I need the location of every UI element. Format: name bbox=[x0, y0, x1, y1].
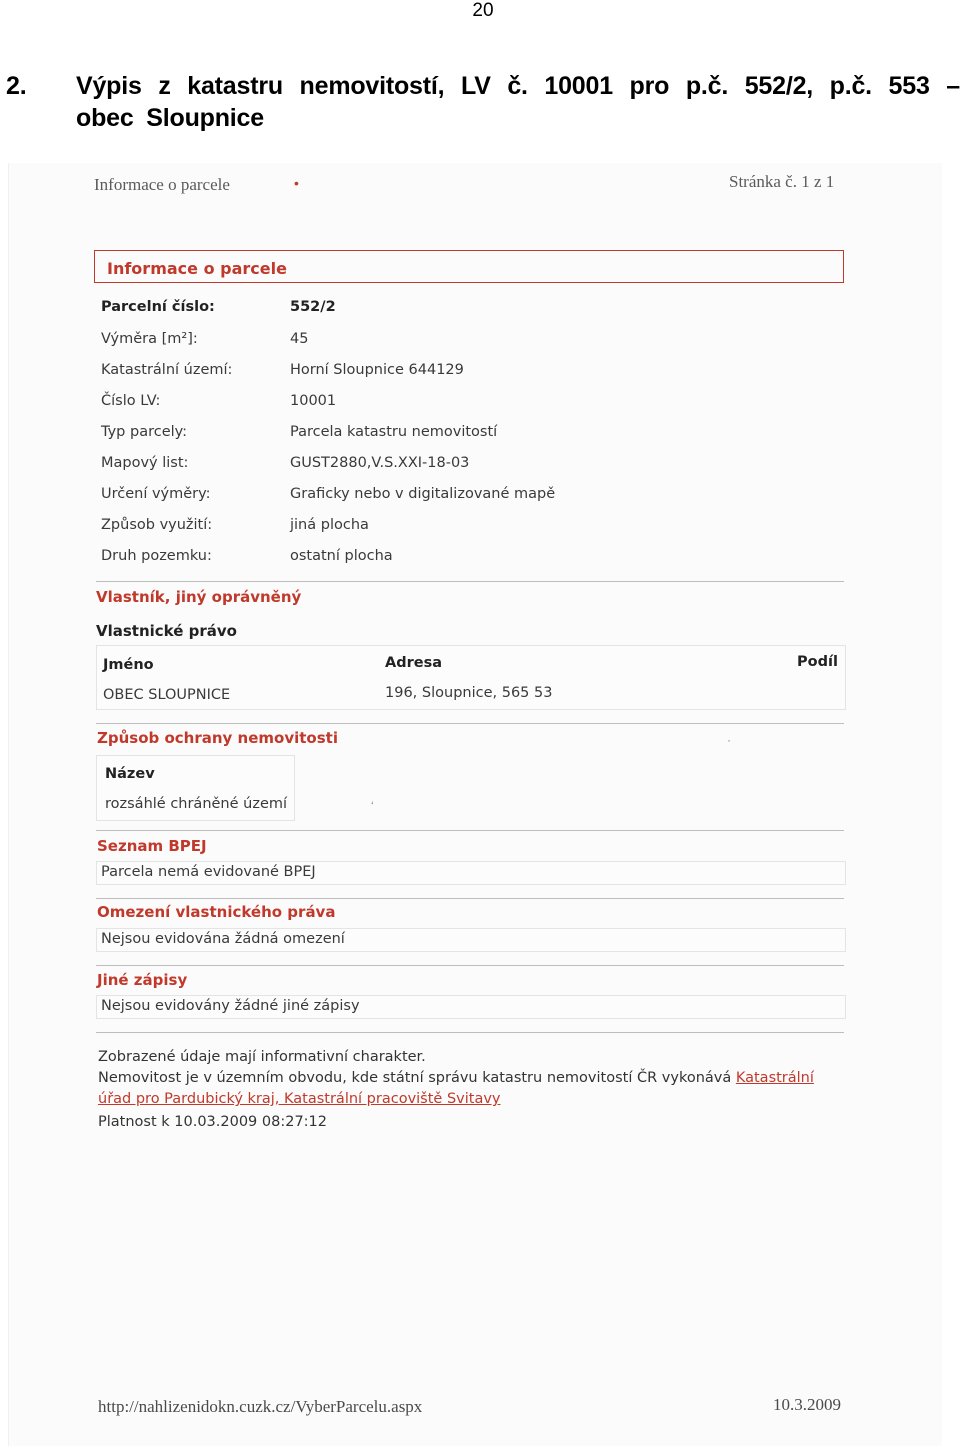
other-section-title: Jiné zápisy bbox=[97, 971, 188, 989]
parcel-info-title: Informace o parcele bbox=[107, 259, 287, 278]
scan-speck: · bbox=[727, 733, 731, 747]
parcel-value: Horní Sloupnice 644129 bbox=[290, 362, 464, 378]
page-number: 20 bbox=[472, 0, 494, 21]
parcel-value: jiná plocha bbox=[290, 517, 369, 533]
scanned-cadastre-extract bbox=[8, 163, 942, 1446]
owner-section-title: Vlastník, jiný oprávněný bbox=[96, 588, 302, 606]
protection-name-header: Název bbox=[105, 766, 155, 782]
parcel-label: Typ parcely: bbox=[101, 424, 188, 440]
parcel-label: Druh pozemku: bbox=[101, 548, 212, 564]
owner-table bbox=[96, 645, 846, 710]
protection-section-title: Způsob ochrany nemovitosti bbox=[97, 729, 338, 747]
parcel-row bbox=[101, 331, 801, 359]
protection-value: rozsáhlé chráněné území bbox=[105, 796, 288, 812]
section-divider bbox=[96, 898, 844, 899]
parcel-row bbox=[101, 424, 801, 452]
parcel-value: GUST2880,V.S.XXI-18-03 bbox=[290, 455, 470, 471]
section-divider bbox=[96, 965, 844, 966]
parcel-row bbox=[101, 299, 801, 327]
parcel-label: Parcelní číslo: bbox=[101, 299, 215, 315]
section-divider bbox=[96, 1032, 844, 1033]
parcel-value: 10001 bbox=[290, 393, 337, 409]
parcel-row bbox=[101, 486, 801, 514]
jurisdiction-note-cont bbox=[98, 1091, 501, 1107]
parcel-value: 552/2 bbox=[290, 299, 336, 315]
parcel-value: Graficky nebo v digitalizované mapě bbox=[290, 486, 556, 502]
restriction-box bbox=[96, 928, 846, 952]
footer-url: http://nahlizenidokn.cuzk.cz/VyberParcelu.aspx bbox=[98, 1397, 423, 1416]
scan-page-indicator: Stránka č. 1 z 1 bbox=[729, 172, 835, 191]
parcel-value: 45 bbox=[290, 331, 309, 347]
owner-address-header: Adresa bbox=[385, 655, 443, 671]
parcel-value: Parcela katastru nemovitostí bbox=[290, 424, 498, 440]
parcel-value: ostatní plocha bbox=[290, 548, 393, 564]
other-value: Nejsou evidovány žádné jiné zápisy bbox=[101, 998, 360, 1014]
parcel-label: Číslo LV: bbox=[101, 393, 161, 409]
jurisdiction-text: Nemovitost je v územním obvodu, kde státní správu katastru nemovitostí ČR vykonává bbox=[98, 1070, 732, 1086]
cadastral-office-link-cont[interactable]: úřad pro Pardubický kraj, Katastrální pracoviště Svitavy bbox=[98, 1091, 501, 1107]
scan-header-title: Informace o parcele bbox=[94, 175, 230, 194]
owner-name-header: Jméno bbox=[103, 657, 154, 673]
section-divider bbox=[96, 581, 844, 582]
owner-name: OBEC SLOUPNICE bbox=[103, 687, 231, 703]
restriction-value: Nejsou evidována žádná omezení bbox=[101, 931, 345, 947]
other-box bbox=[96, 995, 846, 1019]
informative-note: Zobrazené údaje mají informativní charakter. bbox=[98, 1049, 426, 1065]
parcel-label: Výměra [m²]: bbox=[101, 331, 198, 347]
parcel-row bbox=[101, 517, 801, 545]
cadastral-office-link[interactable]: Katastrální bbox=[735, 1070, 814, 1086]
section-divider bbox=[96, 830, 844, 831]
owner-address: 196, Sloupnice, 565 53 bbox=[385, 685, 553, 701]
parcel-label: Katastrální území: bbox=[101, 362, 233, 378]
restriction-section-title: Omezení vlastnického práva bbox=[97, 903, 336, 921]
jurisdiction-note bbox=[98, 1070, 814, 1086]
parcel-row bbox=[101, 362, 801, 390]
heading-number: 2. bbox=[6, 72, 27, 100]
parcel-label: Mapový list: bbox=[101, 455, 189, 471]
parcel-info-box bbox=[94, 250, 844, 283]
protection-table bbox=[96, 755, 295, 821]
parcel-row bbox=[101, 548, 801, 576]
parcel-row bbox=[101, 393, 801, 421]
footer-date: 10.3.2009 bbox=[773, 1395, 841, 1414]
section-divider bbox=[96, 723, 844, 724]
validity-timestamp: Platnost k 10.03.2009 08:27:12 bbox=[98, 1114, 328, 1130]
owner-share-header: Podíl bbox=[797, 654, 838, 670]
scan-speck: ‘ bbox=[371, 799, 374, 813]
parcel-label: Způsob využití: bbox=[101, 517, 213, 533]
parcel-row bbox=[101, 455, 801, 483]
heading-text: Výpis z katastru nemovitostí, LV č. 10001 pro p.č. 552/2, p.č. 553 – obec Sloupnice bbox=[76, 72, 960, 132]
bpej-value: Parcela nemá evidované BPEJ bbox=[101, 864, 316, 880]
bpej-section-title: Seznam BPEJ bbox=[97, 837, 207, 855]
ownership-right-title: Vlastnické právo bbox=[96, 622, 237, 640]
bpej-box bbox=[96, 861, 846, 885]
parcel-label: Určení výměry: bbox=[101, 486, 211, 502]
scan-speck: • bbox=[294, 175, 299, 191]
